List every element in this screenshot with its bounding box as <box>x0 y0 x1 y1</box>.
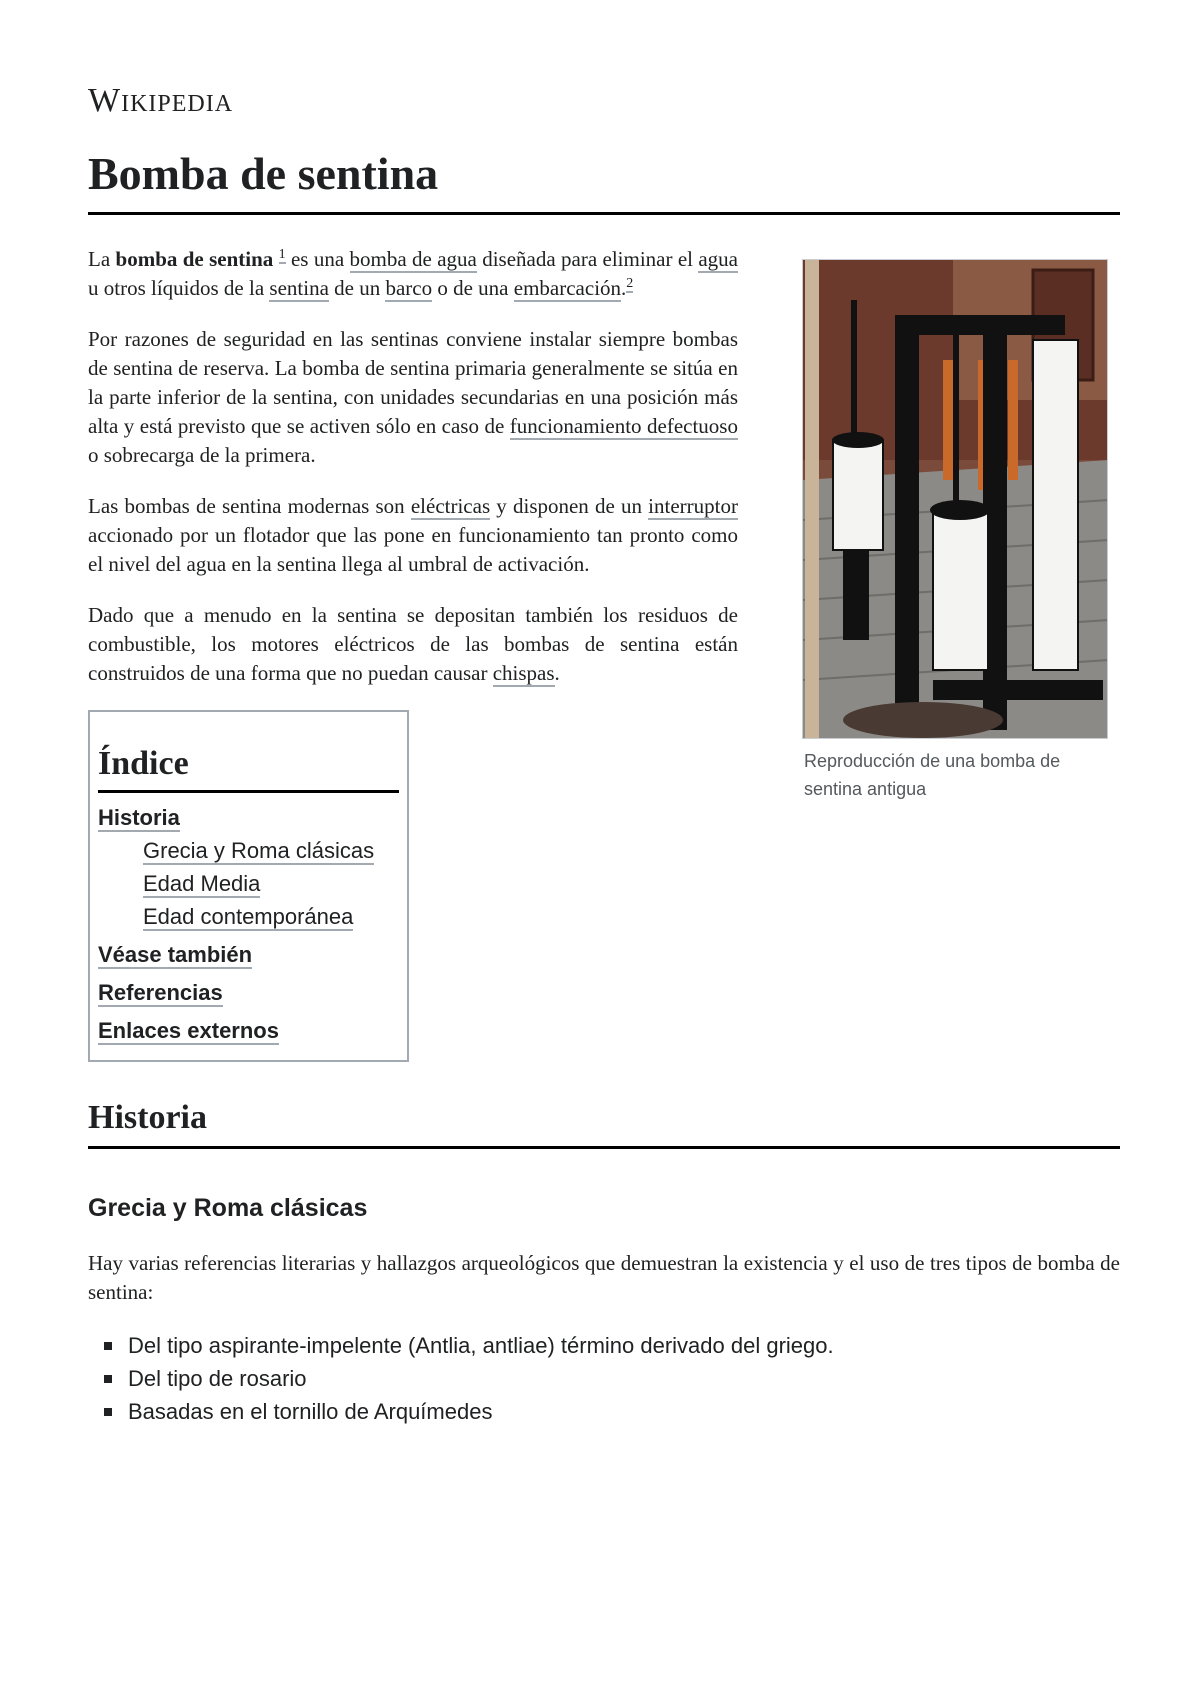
lead-paragraph-4: Dado que a menudo en la sentina se depositan también los residuos de combustible, los motores eléctricos de las bombas de sentina están construidos de una forma que no puedan causar chispas. <box>88 603 738 685</box>
pump-types-list <box>88 1329 1120 1428</box>
link-sentina[interactable]: sentina <box>269 276 329 300</box>
toc-list <box>98 803 399 1046</box>
link-interruptor[interactable]: interruptor <box>648 494 738 518</box>
link-funcionamiento-defectuoso[interactable]: funcionamiento defectuoso <box>509 414 738 438</box>
page-title: Bomba de sentina <box>88 142 1120 215</box>
link-embarcacion[interactable]: embarcación <box>513 276 622 300</box>
list-item: Basadas en el tornillo de Arquímedes <box>88 1395 1120 1428</box>
toc-item-historia[interactable]: Historia <box>98 805 180 830</box>
link-electricas[interactable]: eléctricas <box>410 494 491 518</box>
toc-item-edad-media[interactable]: Edad Media <box>143 871 261 896</box>
section-heading-historia: Historia <box>88 1094 1120 1149</box>
reference-2[interactable]: 2 <box>626 276 634 291</box>
lead-paragraph-2: Por razones de seguridad en las sentinas conviene instalar siempre bombas de sentina de reserva. La bomba de sentina primaria generalmente se sitúa en la parte inferior de la sentina, con unidades secundarias en una posición más alta y está previsto que se activen sólo en caso de funcionamiento defectuoso o sobrecarga de la primera. <box>88 327 738 467</box>
bilge-pump-illustration <box>803 260 1108 739</box>
reference-1[interactable]: 1 <box>278 247 286 262</box>
toc-item-vease-tambien[interactable]: Véase también <box>98 942 253 967</box>
subsection-heading-grecia-y-roma: Grecia y Roma clásicas <box>88 1194 368 1222</box>
toc-item-grecia-y-roma[interactable]: Grecia y Roma clásicas <box>143 838 375 863</box>
infobox-figure <box>798 259 1120 803</box>
toc-item-referencias[interactable]: Referencias <box>98 980 223 1005</box>
lead-section <box>88 215 738 688</box>
bilge-pump-photo[interactable] <box>802 259 1108 739</box>
historia-paragraph: Hay varias referencias literarias y hallazgos arqueológicos que demuestran la existencia y el uso de tres tipos de bomba de sentina: <box>88 1251 1120 1304</box>
lead-paragraph-3: Las bombas de sentina modernas son eléctricas y disponen de un interruptor accionado por un flotador que las pone en funcionamiento tan pronto como el nivel del agua en la sentina llega al umbral de activación. <box>88 494 738 576</box>
article-content <box>88 215 1120 1428</box>
toc-item-enlaces-externos[interactable]: Enlaces externos <box>98 1018 279 1043</box>
toc-item-edad-contemporanea[interactable]: Edad contemporánea <box>143 904 354 929</box>
image-caption: Reproducción de una bomba de sentina antigua <box>804 751 1061 799</box>
list-item: Del tipo de rosario <box>88 1362 1120 1395</box>
link-agua[interactable]: agua <box>698 247 739 271</box>
lead-paragraph-1: La bomba de sentina $^1$ es una bomba de agua diseñada para eliminar el agua u otros líquidos de la sentina de un barco o de una embarcación.$^2$ <box>88 247 739 300</box>
article-page <box>88 78 1120 1428</box>
wikipedia-wordmark[interactable]: Wikipedia <box>88 82 234 119</box>
link-barco[interactable]: barco <box>385 276 433 300</box>
table-of-contents <box>88 710 409 1062</box>
link-chispas[interactable]: chispas <box>492 661 555 685</box>
toc-title: Índice <box>98 742 399 793</box>
bold-term: bomba de sentina <box>115 247 274 271</box>
link-bomba-de-agua[interactable]: bomba de agua <box>349 247 477 271</box>
list-item: Del tipo aspirante-impelente (Antlia, antliae) término derivado del griego. <box>88 1329 1120 1362</box>
